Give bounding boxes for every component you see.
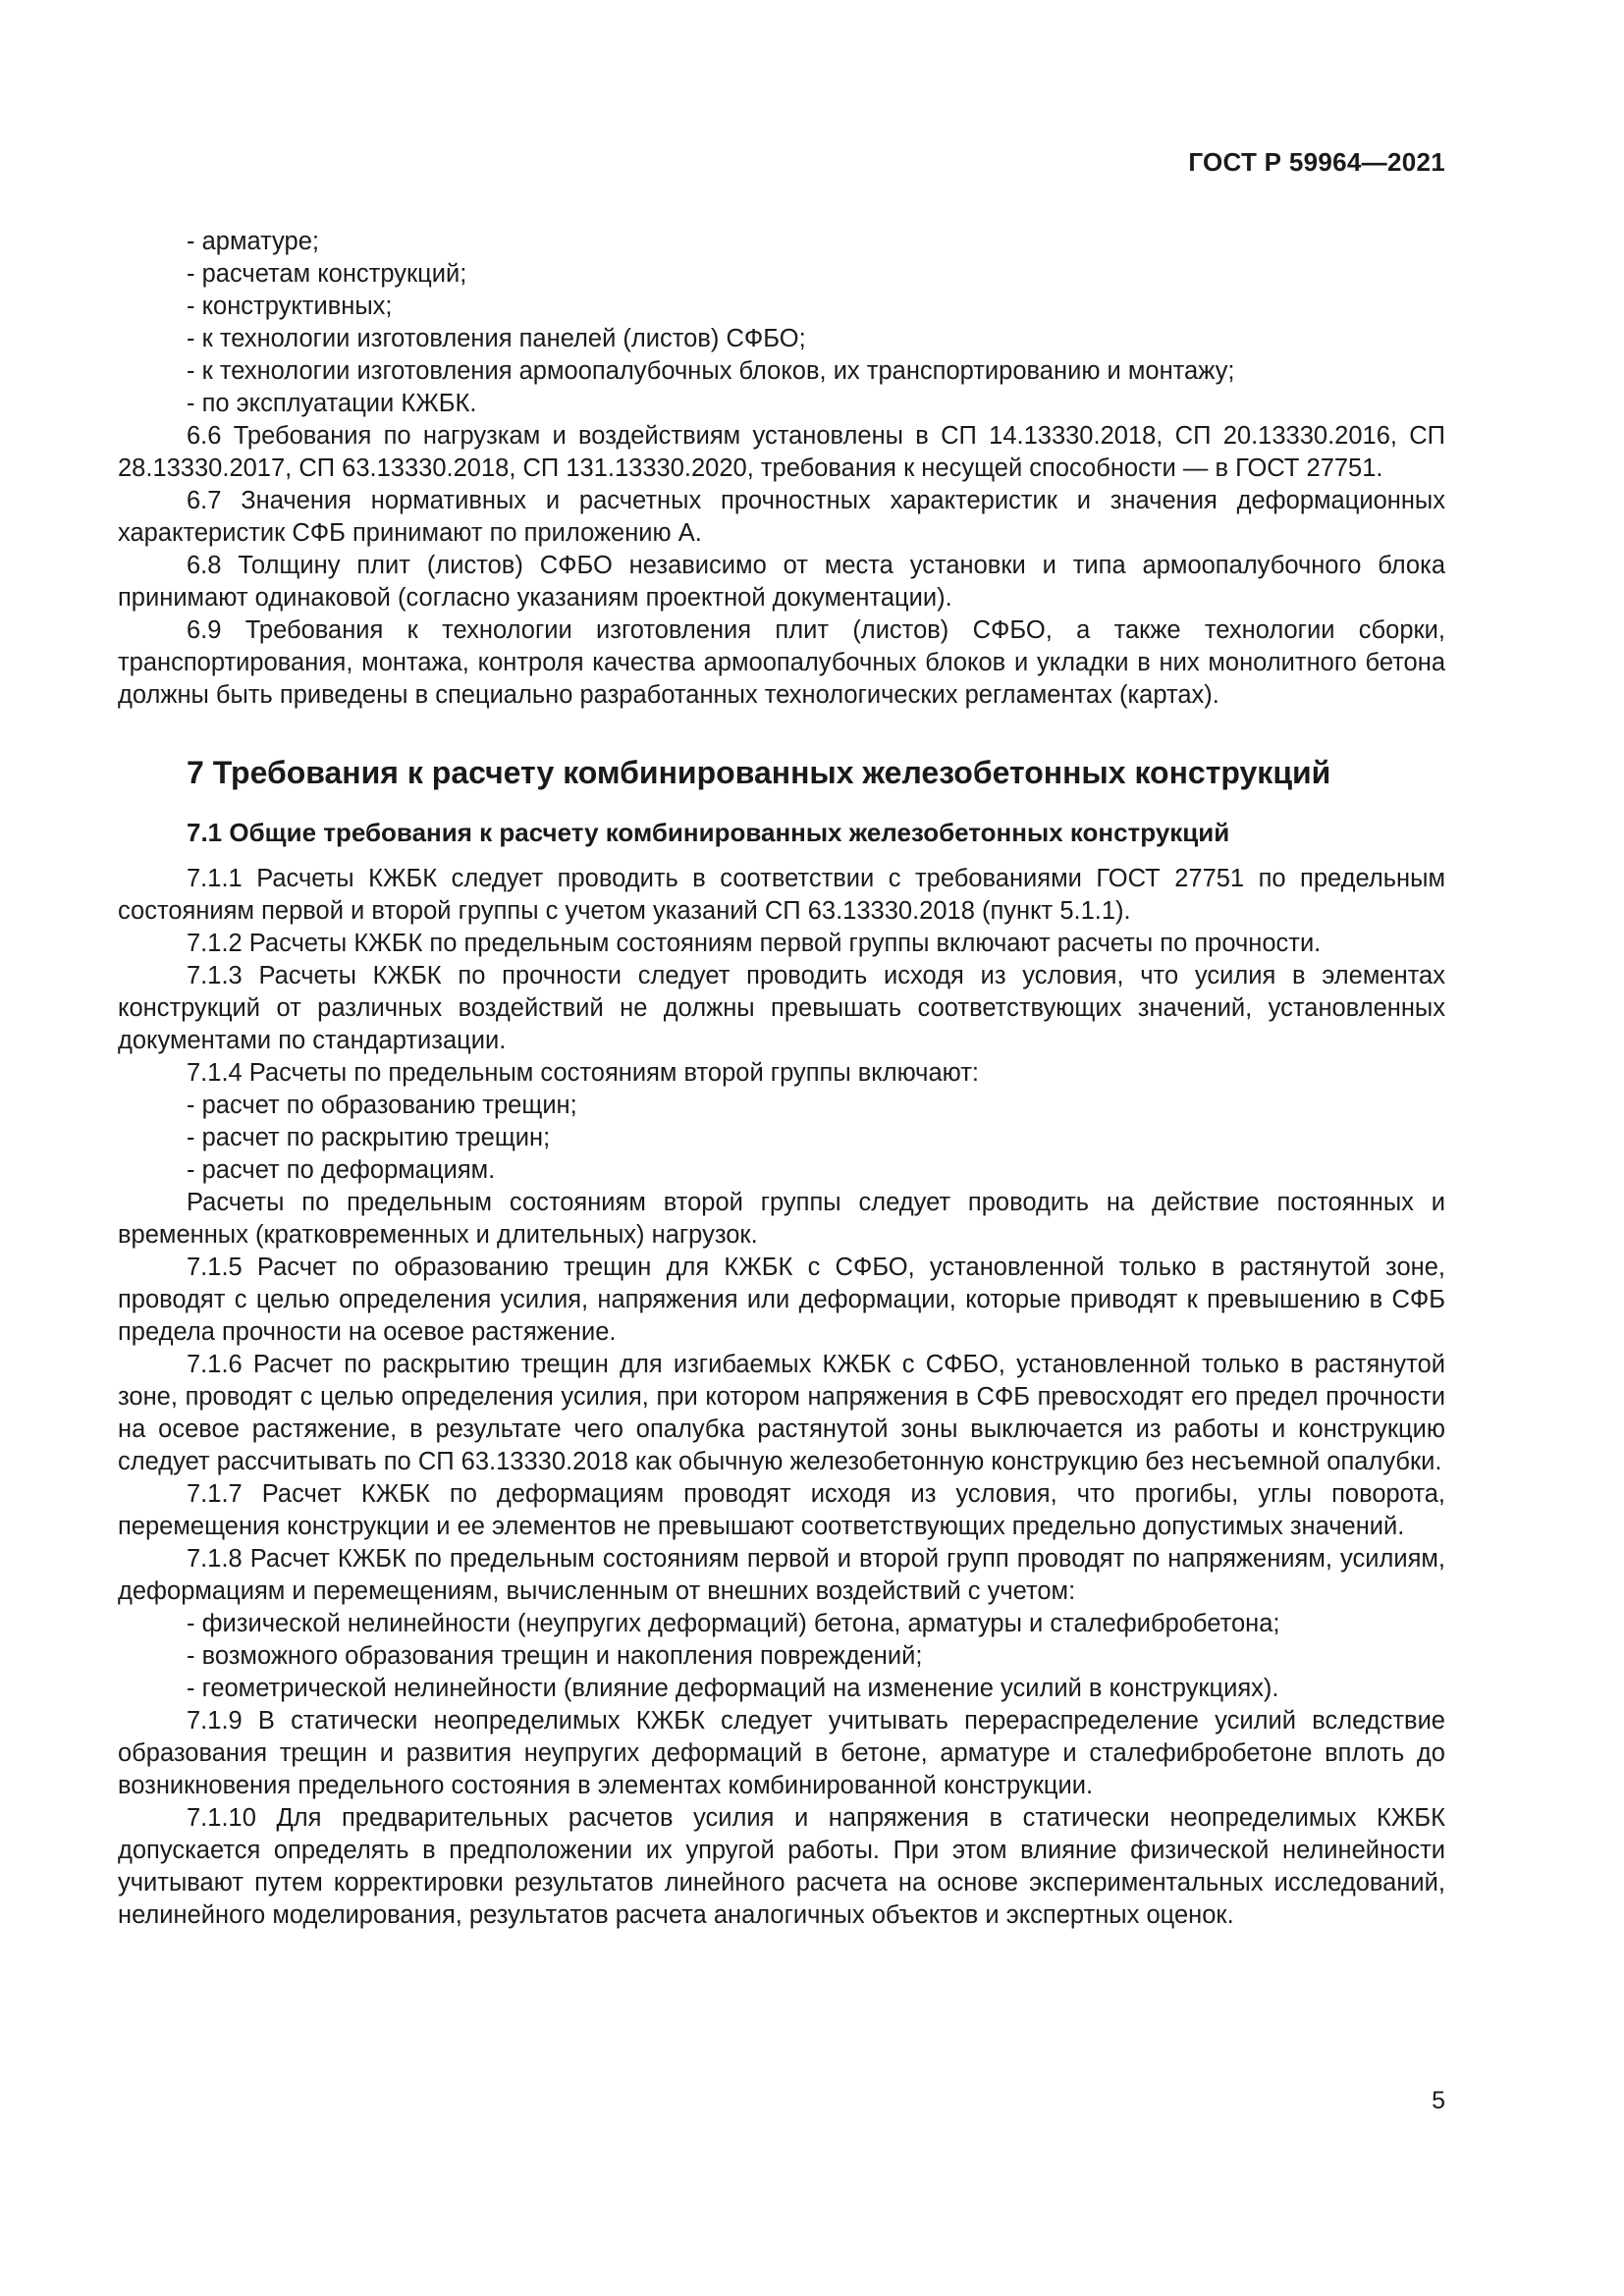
paragraph-7-1-10: 7.1.10 Для предварительных расчетов усилия и напряжения в статически неопределимых КЖБК допускается определять в предположении их упругой работы. При этом влияние физической нелинейности учитывают путем корректировки результатов линейного расчета на основе экспериментальных исследований, нелинейного моделирования, результатов расчета аналогичных объектов и экспертных оценок. [118,1804,1445,1929]
paragraph-7-1-4: 7.1.4 Расчеты по предельным состояниям второй группы включают: [187,1059,979,1087]
paragraph-7-1-1: 7.1.1 Расчеты КЖБК следует проводить в соответствии с требованиями ГОСТ 27751 по предельным состояниям первой и второй группы с учетом указаний СП 63.13330.2018 (пункт 5.1.1). [118,865,1445,925]
list-item: - расчетам конструкций; [187,260,467,288]
section-title: 7 Требования к расчету комбинированных железобетонных конструкций [187,755,1331,790]
paragraph-7-1-5: 7.1.5 Расчет по образованию трещин для КЖБК с СФБО, установленной только в растянутой зоне, проводят с целью определения усилия, напряжения или деформации, которые приводят к превышению в СФБ предела прочности на осевое растяжение. [118,1254,1445,1346]
list-item: - конструктивных; [187,293,393,320]
paragraph-7-1-7: 7.1.7 Расчет КЖБК по деформациям проводят исходя из условия, что прогибы, углы поворота, перемещения конструкции и ее элементов не превышают соответствующих предельно допустимых значений. [118,1480,1445,1540]
page-number: 5 [1432,2087,1445,2114]
list-item: - к технологии изготовления армоопалубочных блоков, их транспортированию и монтажу; [187,357,1235,385]
paragraph-7-1-6: 7.1.6 Расчет по раскрытию трещин для изгибаемых КЖБК с СФБО, установленной только в растянутой зоне, проводят с целью определения усилия, при котором напряжения в СФБ превосходят его предел прочности на осевое растяжение, в результате чего опалубка растянутой зоны выключается из работы и конструкцию следует рассчитывать по СП 63.13330.2018 как обычную железобетонную конструкцию без несъемной опалубки. [118,1351,1445,1475]
list-item: - расчет по раскрытию трещин; [187,1124,551,1151]
paragraph-7-1-9: 7.1.9 В статически неопределимых КЖБК следует учитывать перераспределение усилий вследствие образования трещин и развития неупругих деформаций в бетоне, арматуре и сталефибробетоне вплоть до возникновения предельного состояния в элементах комбинированной конструкции. [118,1707,1445,1799]
paragraph-7-1-8: 7.1.8 Расчет КЖБК по предельным состояниям первой и второй групп проводят по напряжениям, усилиям, деформациям и перемещениям, вычисленным от внешних воздействий с учетом: [118,1545,1445,1605]
list-item: - по эксплуатации КЖБК. [187,390,477,417]
document-header: ГОСТ Р 59964—2021 [1188,147,1445,177]
paragraph-7-1-3: 7.1.3 Расчеты КЖБК по прочности следует проводить исходя из условия, что усилия в элементах конструкций от различных воздействий не должны превышать соответствующих значений, установленных документами по стандартизации. [118,962,1445,1054]
paragraph-6-9: 6.9 Требования к технологии изготовления плит (листов) СФБО, а также технологии сборки, транспортирования, монтажа, контроля качества армоопалубочных блоков и укладки в них монолитного бетона должны быть приведены в специально разработанных технологических регламентах (картах). [118,616,1445,709]
document-body [118,226,1445,1932]
paragraph-6-6: 6.6 Требования по нагрузкам и воздействиям установлены в СП 14.13330.2018, СП 20.13330.2016, СП 28.13330.2017, СП 63.13330.2018, СП 131.13330.2020, требования к несущей способности — в ГОСТ 27751. [118,422,1445,482]
list-item: - возможного образования трещин и накопления повреждений; [187,1642,923,1670]
paragraph-6-8: 6.8 Толщину плит (листов) СФБО независимо от места установки и типа армоопалубочного блока принимают одинаковой (согласно указаниям проектной документации). [118,552,1445,612]
list-item: - геометрической нелинейности (влияние деформаций на изменение усилий в конструкциях). [187,1675,1279,1702]
list-item: - арматуре; [187,228,319,255]
subsection-title: 7.1 Общие требования к расчету комбинированных железобетонных конструкций [187,818,1230,847]
list-item: - физической нелинейности (неупругих деформаций) бетона, арматуры и сталефибробетона; [187,1610,1280,1637]
paragraph-7-1-2: 7.1.2 Расчеты КЖБК по предельным состояниям первой группы включают расчеты по прочности. [187,930,1322,957]
paragraph-6-7: 6.7 Значения нормативных и расчетных прочностных характеристик и значения деформационных характеристик СФБ принимают по приложению А. [118,487,1445,547]
list-item: - расчет по образованию трещин; [187,1092,577,1119]
list-item: - расчет по деформациям. [187,1156,496,1184]
list-item: - к технологии изготовления панелей (листов) СФБО; [187,325,806,352]
paragraph-second-group-note: Расчеты по предельным состояниям второй группы следует проводить на действие постоянных и временных (кратковременных и длительных) нагрузок. [118,1189,1445,1249]
